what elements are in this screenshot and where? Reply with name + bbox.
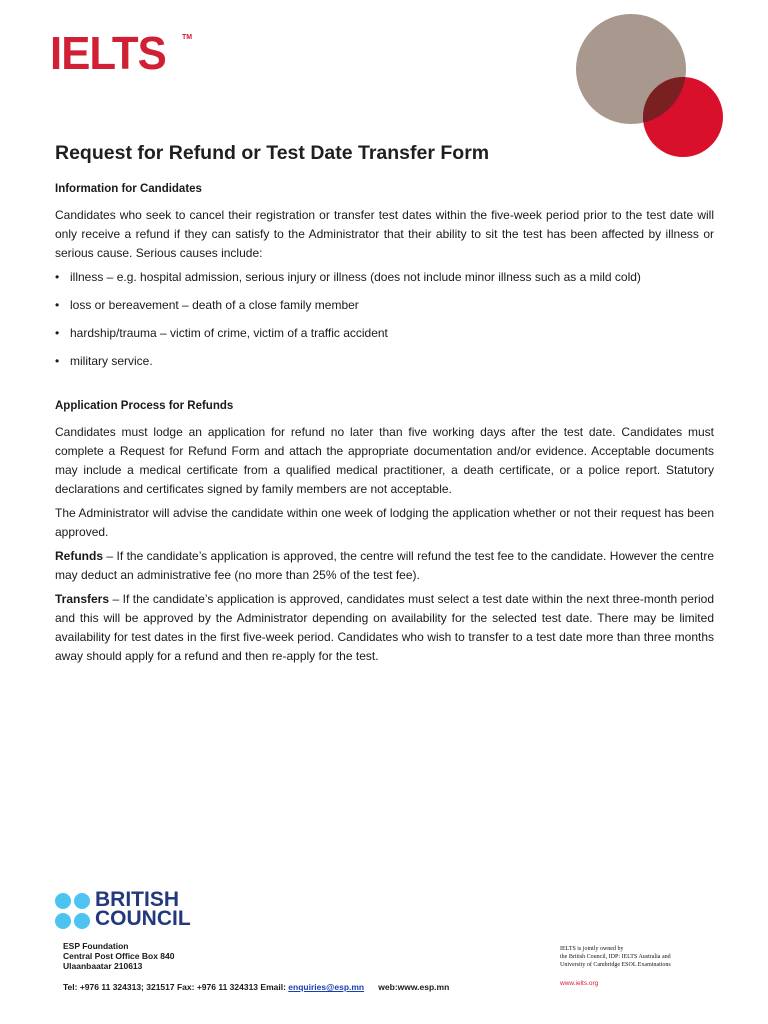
document-body	[55, 180, 714, 671]
address-block	[63, 941, 174, 971]
ownership-line: the British Council, IDP: IELTS Australia and	[560, 954, 671, 960]
decorative-circles	[570, 12, 730, 162]
process-paragraph-2: The Administrator will advise the candidate within one week of lodging the application whether or not their request has been approved.	[55, 506, 714, 539]
ielts-logo-trademark: TM	[182, 34, 193, 41]
address-line: Central Post Office Box 840	[63, 951, 175, 961]
bc-line-1: BRITISH	[95, 888, 179, 911]
ownership-line: University of Cambridge ESOL Examinations	[560, 962, 671, 968]
page-title: Request for Refund or Test Date Transfer Form	[55, 142, 490, 164]
contact-prefix: Tel: +976 11 324313; 321517 Fax: +976 11 324313 Email:	[63, 982, 289, 992]
refunds-paragraph	[55, 547, 714, 585]
transfers-text: – If the candidate’s application is approved, candidates must select a test date within the next three-month period and this will be approved by the Administrator depending on availability for the selected test date. There may be limited availability for test dates in the first five-week period. Candidates who wish to transfer to a test date more than three months away should apply for a refund and then re-apply for the test.	[55, 592, 714, 663]
causes-list	[55, 268, 714, 371]
process-section	[55, 397, 714, 666]
web-address: web:www.esp.mn	[378, 982, 450, 992]
transfers-paragraph	[55, 590, 714, 666]
list-item: • military service.	[55, 352, 714, 371]
contact-line	[63, 982, 449, 992]
info-paragraph: Candidates who seek to cancel their registration or transfer test dates within the five-week period prior to the test date will only receive a refund if they can satisfy to the Administrator that their ability to sit the test has been affected by illness or serious cause. Serious causes include:	[55, 208, 714, 260]
process-paragraph-1: Candidates must lodge an application for refund no later than five working days after the test date. Candidates must complete a Request for Refund Form and attach the appropriate documentation and/or evidence. Acceptable documents may include a medical certificate from a qualified medical practitioner, a death certificate, or a police report. Statutory declarations and certificates signed by family members are not acceptable.	[55, 425, 714, 496]
list-item: • hardship/trauma – victim of crime, victim of a traffic accident	[55, 324, 714, 343]
british-council-wordmark	[95, 890, 191, 928]
bc-line-2: COUNCIL	[95, 907, 191, 930]
ielts-logo: IELTS	[50, 27, 166, 79]
email-link[interactable]: enquiries@esp.mn	[288, 982, 365, 992]
list-item: • loss or bereavement – death of a close family member	[55, 296, 714, 315]
ownership-note	[560, 945, 671, 969]
refunds-label: Refunds	[55, 549, 103, 563]
ielts-website-link[interactable]: www.ielts.org	[560, 980, 599, 987]
transfers-label: Transfers	[55, 592, 110, 606]
refunds-text: – If the candidate’s application is approved, the centre will refund the test fee to the candidate. However the centre may deduct an administrative fee (no more than 25% of the test fee).	[55, 549, 714, 582]
address-line: Ulaanbaatar 210613	[63, 961, 143, 971]
address-line: ESP Foundation	[63, 941, 129, 951]
info-heading: Information for Candidates	[55, 183, 202, 195]
list-item: • illness – e.g. hospital admission, serious injury or illness (does not include minor illness such as a mild cold)	[55, 268, 714, 287]
spacer	[364, 982, 378, 992]
process-heading: Application Process for Refunds	[55, 400, 234, 412]
ownership-line: IELTS is jointly owned by	[560, 946, 624, 952]
